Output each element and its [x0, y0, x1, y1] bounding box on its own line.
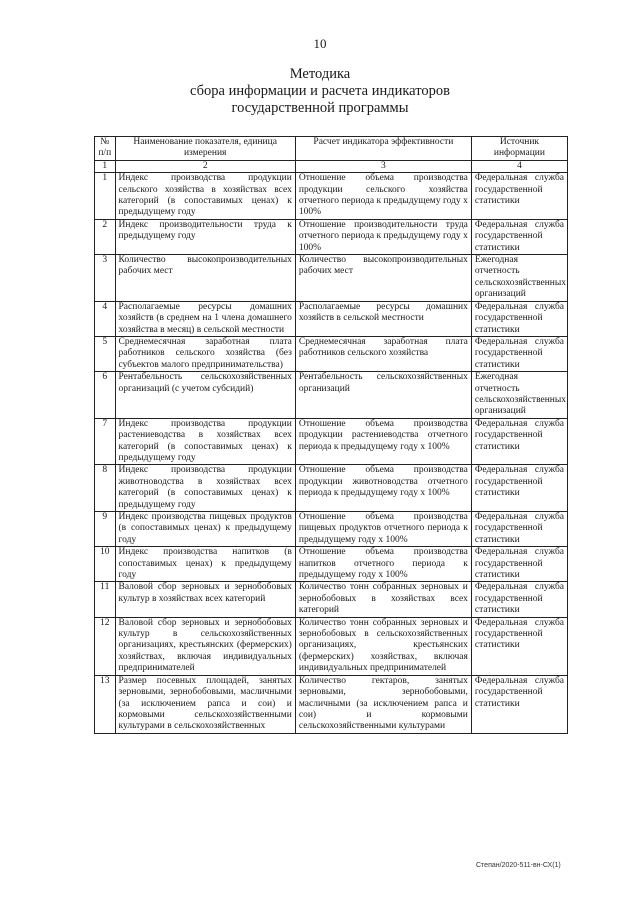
- title-line: государственной программы: [231, 100, 409, 116]
- row-number: 11: [95, 582, 116, 617]
- table-row: [95, 219, 568, 254]
- indicator-name: Индекс производительности труда к предыдущему году: [115, 219, 295, 254]
- table-row: [95, 675, 568, 733]
- indicator-calculation: Рентабельность сельскохозяйственных организаций: [295, 372, 471, 419]
- indicator-calculation: Располагаемые ресурсы домашних хозяйств в сельской местности: [295, 301, 471, 336]
- column-number: 4: [471, 160, 567, 172]
- row-number: 6: [95, 372, 116, 419]
- indicator-calculation: Количество гектаров, занятых зерновыми, зернобобовыми, масличными (за исключением рапса и сои) и кормовыми сельскохозяйственными культурами: [295, 675, 471, 733]
- table-row: [95, 582, 568, 617]
- indicator-calculation: Среднемесячная заработная плата работников сельского хозяйства: [295, 336, 471, 371]
- indicator-calculation: Отношение объема производства продукции сельского хозяйства отчетного периода к предыдущему году х 100%: [295, 173, 471, 220]
- information-source: Федеральная служба государственной статистики: [471, 465, 567, 512]
- row-number: 12: [95, 617, 116, 675]
- table-row: [95, 336, 568, 371]
- indicator-name: Размер посевных площадей, занятых зерновыми, зернобобовыми, масличными (за исключением рапса и сои) и кормовыми сельскохозяйственными культурами в сельскохозяйственных: [115, 675, 295, 733]
- column-number: 2: [115, 160, 295, 172]
- information-source: Федеральная служба государственной статистики: [471, 336, 567, 371]
- indicator-name: Рентабельность сельскохозяйственных организаций (с учетом субсидий): [115, 372, 295, 419]
- indicator-calculation: Отношение объема производства продукции растениеводства отчетного периода к предыдущему году х 100%: [295, 418, 471, 465]
- header-calculation: Расчет индикатора эффективности: [295, 137, 471, 161]
- indicator-name: Индекс производства напитков (в сопоставимых ценах) к предыдущему году: [115, 547, 295, 582]
- page-number: 10: [313, 36, 327, 51]
- header-indicator-name: Наименование показателя, единица измерения: [115, 137, 295, 161]
- indicator-name: Валовой сбор зерновых и зернобобовых культур в сельскохозяйственных организациях, крестьянских (фермерских) хозяйствах, включая индивидуальных предпринимателей: [115, 617, 295, 675]
- information-source: Федеральная служба государственной статистики: [471, 173, 567, 220]
- row-number: 7: [95, 418, 116, 465]
- row-number: 1: [95, 173, 116, 220]
- information-source: Федеральная служба государственной статистики: [471, 617, 567, 675]
- table-row: [95, 301, 568, 336]
- table-row: [95, 173, 568, 220]
- indicator-name: Среднемесячная заработная плата работников сельского хозяйства (без субъектов малого предпринимательства): [115, 336, 295, 371]
- information-source: Федеральная служба государственной статистики: [471, 418, 567, 465]
- information-source: Федеральная служба государственной статистики: [471, 512, 567, 547]
- indicator-calculation: Количество тонн собранных зерновых и зернобобовых в сельскохозяйственных организациях, крестьянских (фермерских) хозяйствах, включая индивидуальных предпринимателей: [295, 617, 471, 675]
- table-row: [95, 617, 568, 675]
- header-number: № п/п: [95, 137, 116, 161]
- row-number: 10: [95, 547, 116, 582]
- indicator-name: Располагаемые ресурсы домашних хозяйств (в среднем на 1 члена домашнего хозяйства в месяц) в сельской местности: [115, 301, 295, 336]
- information-source: Федеральная служба государственной статистики: [471, 301, 567, 336]
- row-number: 9: [95, 512, 116, 547]
- title-line: сбора информации и расчета индикаторов: [190, 83, 450, 99]
- indicators-table: [94, 136, 568, 734]
- column-number: 1: [95, 160, 116, 172]
- document-title: [0, 66, 640, 117]
- column-numbering-row: [95, 160, 568, 172]
- header-source: Источник информации: [471, 137, 567, 161]
- indicator-name: Индекс производства продукции животноводства в хозяйствах всех категорий (в сопоставимых ценах) к предыдущему году: [115, 465, 295, 512]
- row-number: 2: [95, 219, 116, 254]
- indicator-calculation: Отношение объема производства пищевых продуктов отчетного периода к предыдущему году х 100%: [295, 512, 471, 547]
- row-number: 4: [95, 301, 116, 336]
- title-line: Методика: [289, 66, 351, 82]
- table-row: [95, 465, 568, 512]
- indicator-name: Валовой сбор зерновых и зернобобовых культур в хозяйствах всех категорий: [115, 582, 295, 617]
- table-row: [95, 418, 568, 465]
- table-row: [95, 547, 568, 582]
- information-source: Федеральная служба государственной статистики: [471, 582, 567, 617]
- indicator-name: Индекс производства продукции растениеводства в хозяйствах всех категорий (в сопоставимых ценах) к предыдущему году: [115, 418, 295, 465]
- indicator-calculation: Отношение производительности труда отчетного периода к предыдущему году х 100%: [295, 219, 471, 254]
- indicator-name: Индекс производства пищевых продуктов (в сопоставимых ценах) к предыдущему году: [115, 512, 295, 547]
- indicator-name: Количество высокопроизводительных рабочих мест: [115, 255, 295, 302]
- indicator-calculation: Количество высокопроизводительных рабочих мест: [295, 255, 471, 302]
- table-header-row: [95, 137, 568, 161]
- table-row: [95, 255, 568, 302]
- row-number: 3: [95, 255, 116, 302]
- table-row: [95, 512, 568, 547]
- indicator-calculation: Отношение объема производства напитков отчетного периода к предыдущему году х 100%: [295, 547, 471, 582]
- information-source: Федеральная служба государственной статистики: [471, 547, 567, 582]
- information-source: Федеральная служба государственной статистики: [471, 219, 567, 254]
- information-source: Ежегодная отчетность сельскохозяйственных организаций: [471, 255, 567, 302]
- table-row: [95, 372, 568, 419]
- row-number: 8: [95, 465, 116, 512]
- information-source: Федеральная служба государственной статистики: [471, 675, 567, 733]
- column-number: 3: [295, 160, 471, 172]
- row-number: 5: [95, 336, 116, 371]
- document-footer-code: Степан/2020-511-вн-СХ(1): [476, 862, 561, 869]
- indicator-calculation: Количество тонн собранных зерновых и зернобобовых в хозяйствах всех категорий: [295, 582, 471, 617]
- indicator-calculation: Отношение объема производства продукции животноводства отчетного периода к предыдущему году х 100%: [295, 465, 471, 512]
- row-number: 13: [95, 675, 116, 733]
- indicator-name: Индекс производства продукции сельского хозяйства в хозяйствах всех категорий (в сопоставимых ценах) к предыдущему году: [115, 173, 295, 220]
- information-source: Ежегодная отчетность сельскохозяйственных организаций: [471, 372, 567, 419]
